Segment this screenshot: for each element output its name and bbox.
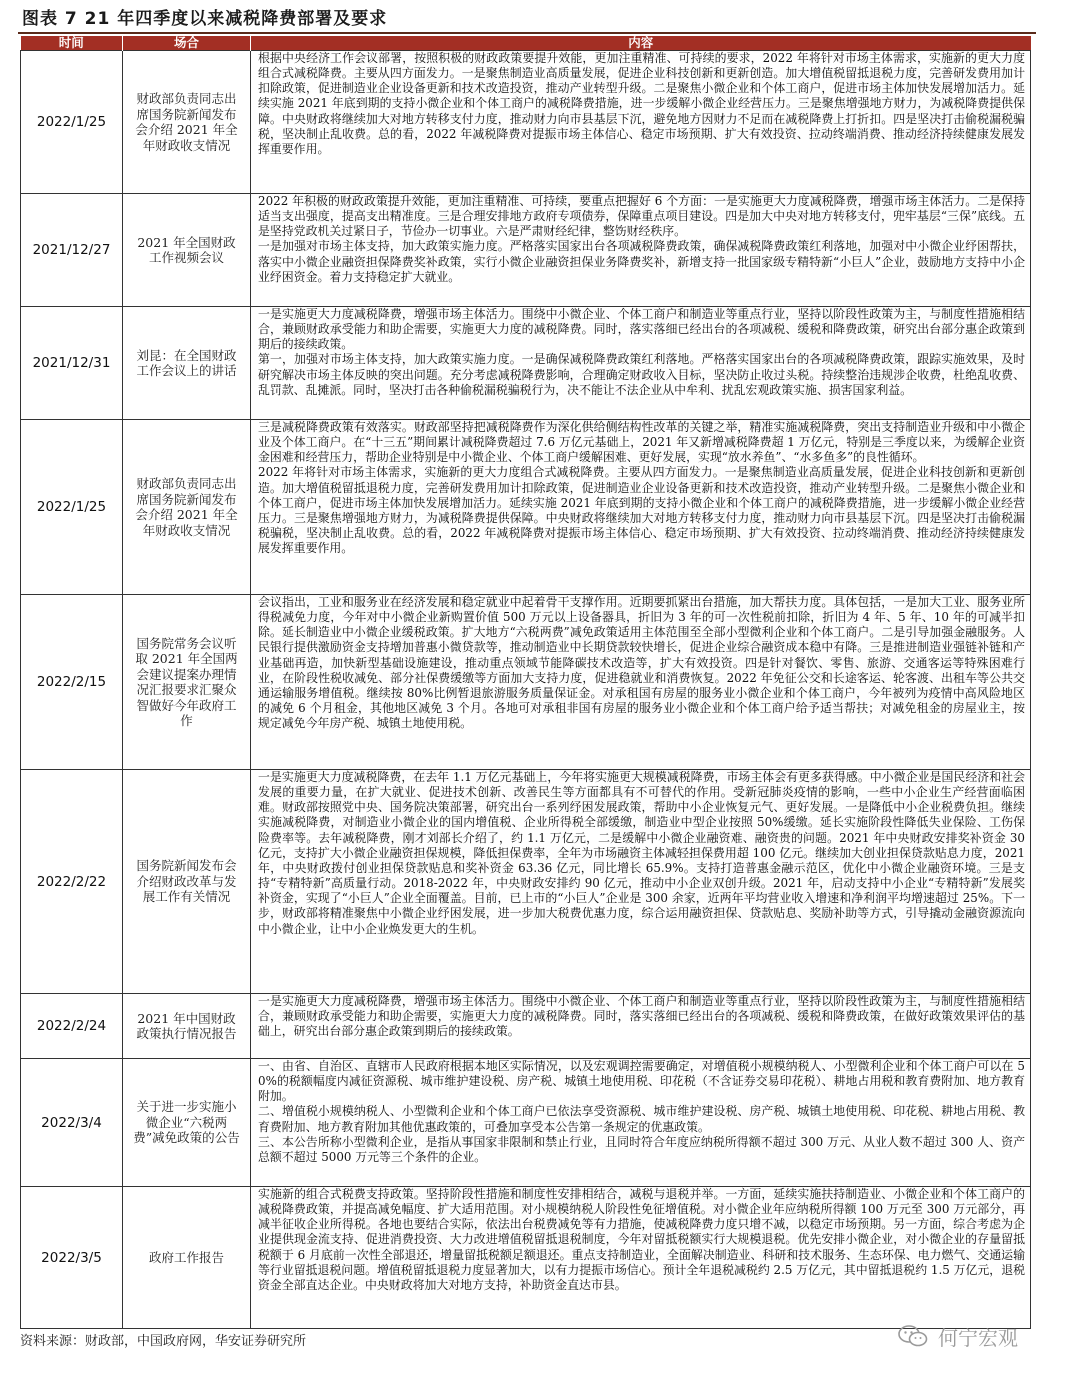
row-date: 2022/2/24 [21,994,123,1059]
row-date: 2022/3/4 [21,1059,123,1187]
row-venue: 国务院新闻发布会介绍财政改革与发展工作有关情况 [123,770,251,994]
row-date: 2021/12/31 [21,307,123,420]
row-content: 一是实施更大力度减税降费，增强市场主体活力。围绕中小微企业、个体工商户和制造业等重点行业，坚持以阶段性政策为主，与制度性措施相结合，兼顾财政承受能力和助企需要，实施更大力度的减税降费。同时，落实落细已经出台的各项减税、缓税和降费政策，在做好政策效果评估的基础上，研究出台部分惠企政策到期后的接续政策。 [251,994,1031,1059]
row-date: 2022/1/25 [21,51,123,194]
row-date: 2022/1/25 [21,420,123,595]
row-content: 根据中央经济工作会议部署，按照积极的财政政策要提升效能，更加注重精准、可持续的要求，2022 年将针对市场主体需求，实施新的更大力度组合式减税降费。主要从四方面发力。一是聚焦制造业高质量发展，促进企业科技创新和更新创造。加大增值税留抵退税力度，完善研发费用加计扣除政策，促进制造业企业设备更新和技术改造投资，推动产业转型升级。二是聚焦小微企业和个体工商户，促进市场主体加快发展增加活力。延续实施 2021 年底到期的支持小微企业和个体工商户的减税降费措施，进一步缓解小微企业经营压力。三是聚焦增强地方财力，为减税降费提供保障。中央财政将继续加大对地方转移支付力度，推动财力向市县基层下沉，避免地方因财力不足而在减税降费上打折扣。四是坚决打击偷税漏税骗税，坚决制止乱收费。总的看，2022 年减税降费对提振市场主体信心、稳定市场预期、扩大有效投资、拉动终端消费、推动经济持续健康发展发挥重要作用。 [251,51,1031,194]
row-venue: 关于进一步实施小微企业“六税两费”减免政策的公告 [123,1059,251,1187]
watermark [898,1322,1018,1350]
wechat-icon [898,1325,928,1347]
table-row [21,1187,1031,1329]
row-venue: 政府工作报告 [123,1187,251,1329]
row-content: 会议指出，工业和服务业在经济发展和稳定就业中起着骨干支撑作用。近期要抓紧出台措施，加大帮扶力度。具体包括，一是加大工业、服务业所得税减免力度，今年对中小微企业新购置价值 500 万元以上设备器具，折旧为 3 年的可一次性税前扣除，折旧为 4 年、5 年、10 年的可减半扣除。延长制造业中小微企业缓税政策。扩大地方“六税两费”减免政策适用主体范围至全部小型微利企业和个体工商户。二是引导加强金融服务。人民银行提供激励资金支持增加普惠小微贷款等，推动制造业中长期贷款较快增长，促进企业综合融资成本稳中有降。三是推进制造业强链补链和产业基础再造，加快新型基础设施建设，推动重点领域节能降碳技术改造等，扩大有效投资。四是针对餐饮、零售、旅游、交通客运等特殊困难行业，在阶段性税收减免、部分社保费缓缴等方面加大支持力度，促进稳就业和消费恢复。2022 年免征公交和长途客运、轮客渡、出租车等公共交通运输服务增值税。继续按 80%比例暂退旅游服务质量保证金。对承租国有房屋的服务业小微企业和个体工商户，今年被列为疫情中高风险地区的减免 6 个月租金，其他地区减免 3 个月。各地可对承租非国有房屋的服务业小微企业和个体工商户给予适当帮扶；对减免租金的房屋业主，按规定减免今年房产税、城镇土地使用税。 [251,595,1031,770]
row-content: 2022 年积极的财政政策提升效能，更加注重精准、可持续，要重点把握好 6 个方面：一是实施更大力度减税降费，增强市场主体活力。二是保持适当支出强度，提高支出精准度。三是合理安排地方政府专项债券，保障重点项目建设。四是加大中央对地方转移支付，兜牢基层“三保”底线。五是坚持党政机关过紧日子，节俭办一切事业。六是严肃财经纪律，整饬财经秩序。 一是加强对市场主体支持，加大政策实施力度。严格落实国家出台各项减税降费政策，确保减税降费政策红利落地，加强对中小微企业纾困帮扶，落实中小微企业融资担保降费奖补政策，实行小微企业融资担保业务降费奖补，新增支持一批国家级专精特新“小巨人”企业，鼓励地方支持中小企业纾困资金。着力支持稳定扩大就业。 [251,194,1031,307]
table-row [21,194,1031,307]
title-rule [18,32,1036,34]
row-date: 2022/3/5 [21,1187,123,1329]
header-content: 内容 [251,36,1031,51]
row-venue: 2021 年中国财政政策执行情况报告 [123,994,251,1059]
watermark-text: 何宁宏观 [938,1325,1018,1350]
table-row [21,770,1031,994]
table-row [21,51,1031,194]
row-venue: 2021 年全国财政工作视频会议 [123,194,251,307]
row-venue: 财政部负责同志出席国务院新闻发布会介绍 2021 年全年财政收支情况 [123,420,251,595]
row-date: 2022/2/22 [21,770,123,994]
table-header-row [21,36,1031,51]
table-row [21,420,1031,595]
row-content: 一是实施更大力度减税降费，在去年 1.1 万亿元基础上，今年将实施更大规模减税降费，市场主体会有更多获得感。中小微企业是国民经济和社会发展的重要力量，在扩大就业、促进技术创新、改善民生等方面都具有不可替代的作用。受新冠肺炎疫情的影响，一些中小企业生产经营面临困难。财政部按照党中央、国务院决策部署，研究出台一系列纾困发展政策，帮助中小企业恢复元气、更好发展。一是降低中小企业税费负担。继续实施减税降费，对制造业小微企业的国内增值税、企业所得税全部缓缴，制造业中型企业按照 50%缓缴。延长实施阶段性降低失业保险、工伤保险费率等。去年减税降费，刚才刘部长介绍了，约 1.1 万亿元，二是缓解中小微企业融资难、融资贵的问题。2021 年中央财政安排奖补资金 30 亿元，支持扩大小微企业融资担保规模，降低担保费率，全年为市场融资主体减轻担保费用超 100 亿元。继续加大创业担保贷款贴息力度，2021 年，中央财政拨付创业担保贷款贴息和奖补资金 63.36 亿元，同比增长 65.9%。支持打造普惠金融示范区，优化中小微企业融资环境。三是支持“专精特新”高质量行动。2018-2022 年，中央财政安排约 90 亿元，推动中小企业双创升级。2021 年，启动支持中小企业“专精特新”发展奖补资金，实现了“小巨人”企业全面覆盖。目前，已上市的“小巨人”企业是 300 余家，近两年平均营业收入增速和净利润平均增速超过 25%。下一步，财政部将精准聚焦中小微企业纾困发展，进一步加大税费优惠力度，综合运用融资担保、贷款贴息、奖励补助等方式，引导撬动金融资源流向中小微企业，让中小企业焕发更大的生机。 [251,770,1031,994]
header-venue: 场合 [123,36,251,51]
row-content: 一、由省、自治区、直辖市人民政府根据本地区实际情况，以及宏观调控需要确定，对增值税小规模纳税人、小型微利企业和个体工商户可以在 50%的税额幅度内减征资源税、城市维护建设税、房产税、城镇土地使用税、印花税（不含证券交易印花税）、耕地占用税和教育费附加、地方教育附加。 二、增值税小规模纳税人、小型微利企业和个体工商户已依法享受资源税、城市维护建设税、房产税、城镇土地使用税、印花税、耕地占用税、教育费附加、地方教育附加其他优惠政策的，可叠加享受本公告第一条规定的优惠政策。 三、本公告所称小型微利企业，是指从事国家非限制和禁止行业，且同时符合年度应纳税所得额不超过 300 万元、从业人数不超过 300 人、资产总额不超过 5000 万元等三个条件的企业。 [251,1059,1031,1187]
row-date: 2021/12/27 [21,194,123,307]
header-date: 时间 [21,36,123,51]
row-venue: 刘昆：在全国财政工作会议上的讲话 [123,307,251,420]
row-date: 2022/2/15 [21,595,123,770]
figure-title: 图表 7 21 年四季度以来减税降费部署及要求 [22,9,388,29]
table-row [21,1059,1031,1187]
row-content: 一是实施更大力度减税降费，增强市场主体活力。围绕中小微企业、个体工商户和制造业等重点行业，坚持以阶段性政策为主，与制度性措施相结合，兼顾财政承受能力和助企需要，实施更大力度的减税降费。同时，落实落细已经出台的各项减税、缓税和降费政策，研究出台部分惠企政策到期后的接续政策。 第一，加强对市场主体支持，加大政策实施力度。一是确保减税降费政策红利落地。严格落实国家出台的各项减税降费政策，跟踪实施效果，及时研究解决市场主体反映的突出问题。充分考虑减税降费影响，合理确定财政收入目标，坚决防止收过头税。持续整治违规涉企收费，杜绝乱收费、乱罚款、乱摊派。同时，坚决打击各种偷税漏税骗税行为，决不能让不法企业从中牟利、扰乱宏观政策实施、损害国家利益。 [251,307,1031,420]
table-row [21,994,1031,1059]
row-venue: 国务院常务会议听取 2021 年全国两会建议提案办理情况汇报要求汇聚众智做好今年政府工作 [123,595,251,770]
source-note: 资料来源：财政部，中国政府网，华安证券研究所 [20,1334,307,1349]
table-row [21,307,1031,420]
row-venue: 财政部负责同志出席国务院新闻发布会介绍 2021 年全年财政收支情况 [123,51,251,194]
policy-table [20,36,1031,1329]
table-row [21,595,1031,770]
row-content: 实施新的组合式税费支持政策。坚持阶段性措施和制度性安排相结合，减税与退税并举。一方面，延续实施扶持制造业、小微企业和个体工商户的减税降费政策，并提高减免幅度、扩大适用范围。对小规模纳税人阶段性免征增值税。对小微企业年应纳税所得额 100 万元至 300 万元部分，再减半征收企业所得税。各地也要结合实际，依法出台税费减免等有力措施，使减税降费力度只增不减，以稳定市场预期。另一方面，综合考虑为企业提供现金流支持、促进消费投资、大力改进增值税留抵退税制度，今年对留抵税额实行大规模退税。优先安排小微企业，对小微企业的存量留抵税额于 6 月底前一次性全部退还，增量留抵税额足额退还。重点支持制造业，全面解决制造业、科研和技术服务、生态环保、电力燃气、交通运输等行业留抵退税问题。增值税留抵退税力度显著加大，以有力提振市场信心。预计全年退税减税约 2.5 万亿元，其中留抵退税约 1.5 万亿元，退税资金全部直达企业。中央财政将加大对地方支持，补助资金直达市县。 [251,1187,1031,1329]
row-content: 三是减税降费政策有效落实。财政部坚持把减税降费作为深化供给侧结构性改革的关键之举，精准实施减税降费，突出支持制造业升级和中小微企业及个体工商户。在“十三五”期间累计减税降费超过 7.6 万亿元基础上，2021 年又新增减税降费超 1 万亿元，特别是三季度以来，为缓解企业资金困难和经营压力，帮助企业特别是中小微企业、个体工商户缓解困难、更好发展，实现“放水养鱼”、“水多鱼多”的良性循环。 2022 年将针对市场主体需求，实施新的更大力度组合式减税降费。主要从四方面发力。一是聚焦制造业高质量发展，促进企业科技创新和更新创造。加大增值税留抵退税力度，完善研发费用加计扣除政策，促进制造业企业设备更新和技术改造投资，推动产业转型升级。二是聚焦小微企业和个体工商户，促进市场主体加快发展增加活力。延续实施 2021 年底到期的支持小微企业和个体工商户的减税降费措施，进一步缓解小微企业经营压力。三是聚焦增强地方财力，为减税降费提供保障。中央财政将继续加大对地方转移支付力度，推动财力向市县基层下沉。四是坚决打击偷税漏税骗税，坚决制止乱收费。总的看，2022 年减税降费对提振市场主体信心、稳定市场预期、扩大有效投资、拉动终端消费、推动经济持续健康发展发挥重要作用。 [251,420,1031,595]
